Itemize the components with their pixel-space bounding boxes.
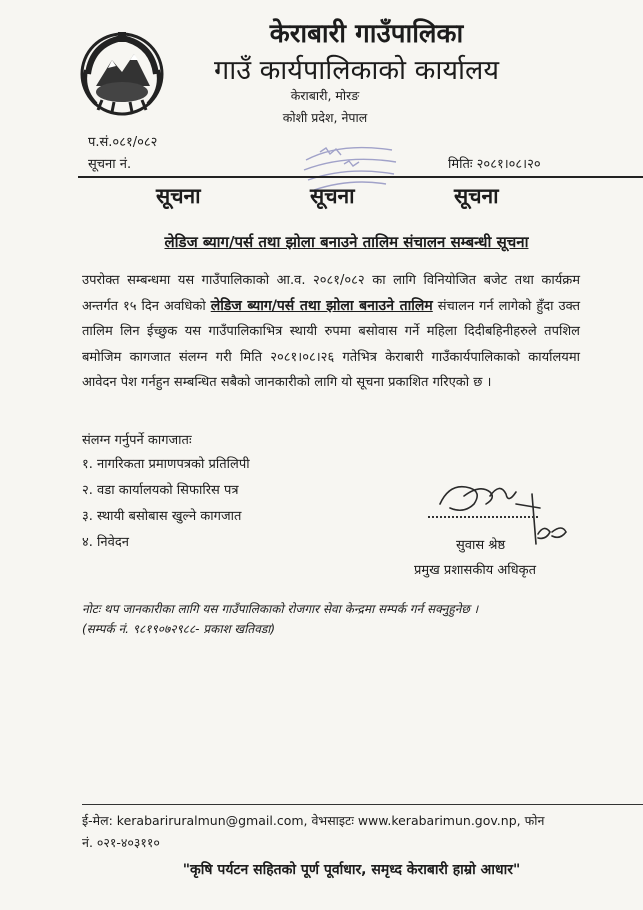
footer-slogan: "कृषि पर्यटन सहितको पूर्ण पूर्वाधार, समृध्द केराबारी हाम्रो आधार" [182, 862, 521, 878]
footer-contact: ई-मेल: kerabariruralmun@gmail.com, वेभसाइटः www.kerabarimun.gov.np, फोन नं. ०२१-४०३११० [82, 813, 545, 850]
office-name: गाउँ कार्यपालिकाको कार्यालय [214, 55, 499, 86]
signature-line [428, 516, 538, 518]
chalani-number: सूचना नं. [88, 157, 132, 172]
body-part-2: संचालन गर्न लागेको हुँदा उक्त तालिम लिन ईच्छुक यस गाउँपालिकाभित्र स्थायी रुपमा बसोवास गर्ने महिला दिदीबहिनीहरुले तपशिल बमोजिम कागजात संलग्न गरी मिति २०८१।०८।२६ गतेभित्र केराबारी गाउँकार्यपालिकाको कार्यालयमा आवेदन पेश गर्नहुन सम्बन्धित सबैको जानकारीको लागि यो सूचना प्रकाशित गरिएको छ । [82, 298, 580, 390]
notice-heading-left: सूचना [156, 184, 201, 208]
signer-title: प्रमुख प्रशासकीय अधिकृत [414, 563, 537, 578]
notice-heading-center: सूचना [310, 184, 355, 208]
address-line-1: केराबारी, मोरङ [290, 88, 360, 103]
patra-sankhya: प.सं.०८१/०८२ [88, 135, 158, 150]
address-line-2: कोशी प्रदेश, नेपाल [282, 110, 368, 125]
note-line-1: नोटः थप जानकारीका लागि यस गाउँपालिकाको रोजगार सेवा केन्द्रमा सम्पर्क गर्न सक्नुहुनेछ । [82, 602, 479, 616]
footer-divider [82, 804, 643, 805]
issue-date: मितिः २०८१।०८।२० [448, 157, 541, 172]
signer-name: सुवास श्रेष्ठ [456, 538, 506, 553]
attachments-heading: संलग्न गर्नुपर्ने कागजातः [82, 433, 192, 448]
attachments-list [82, 452, 250, 556]
notice-body [82, 268, 580, 396]
body-highlight: लेडिज ब्याग/पर्स तथा झोला बनाउने तालिम [210, 297, 433, 314]
notice-subject-text: लेडिज ब्याग/पर्स तथा झोला बनाउने तालिम संचालन सम्बन्धी सूचना [164, 233, 529, 251]
notice-heading-right: सूचना [454, 184, 499, 208]
header-divider [78, 176, 643, 178]
body-part-1: उपरोक्त सम्बन्धमा यस गाउँपालिकाको आ.व. २०८१/०८२ का लागि विनियोजित बजेट तथा कार्यक्रम अन्तर्गत १५ दिन अवधिको [82, 273, 580, 314]
municipality-name: केराबारी गाउँपालिका [269, 19, 464, 49]
list-item: ४. निवेदन [82, 535, 129, 550]
list-item: १. नागरिकता प्रमाणपत्रको प्रतिलिपी [82, 457, 250, 472]
list-item: ३. स्थायी बसोबास खुल्ने कागजात [82, 509, 242, 524]
note-line-2: (सम्पर्क नं. ९८१९०७२९८८- प्रकाश खतिवडा) [82, 622, 276, 636]
notice-subject [0, 232, 643, 252]
list-item: २. वडा कार्यालयको सिफारिस पत्र [82, 483, 239, 498]
